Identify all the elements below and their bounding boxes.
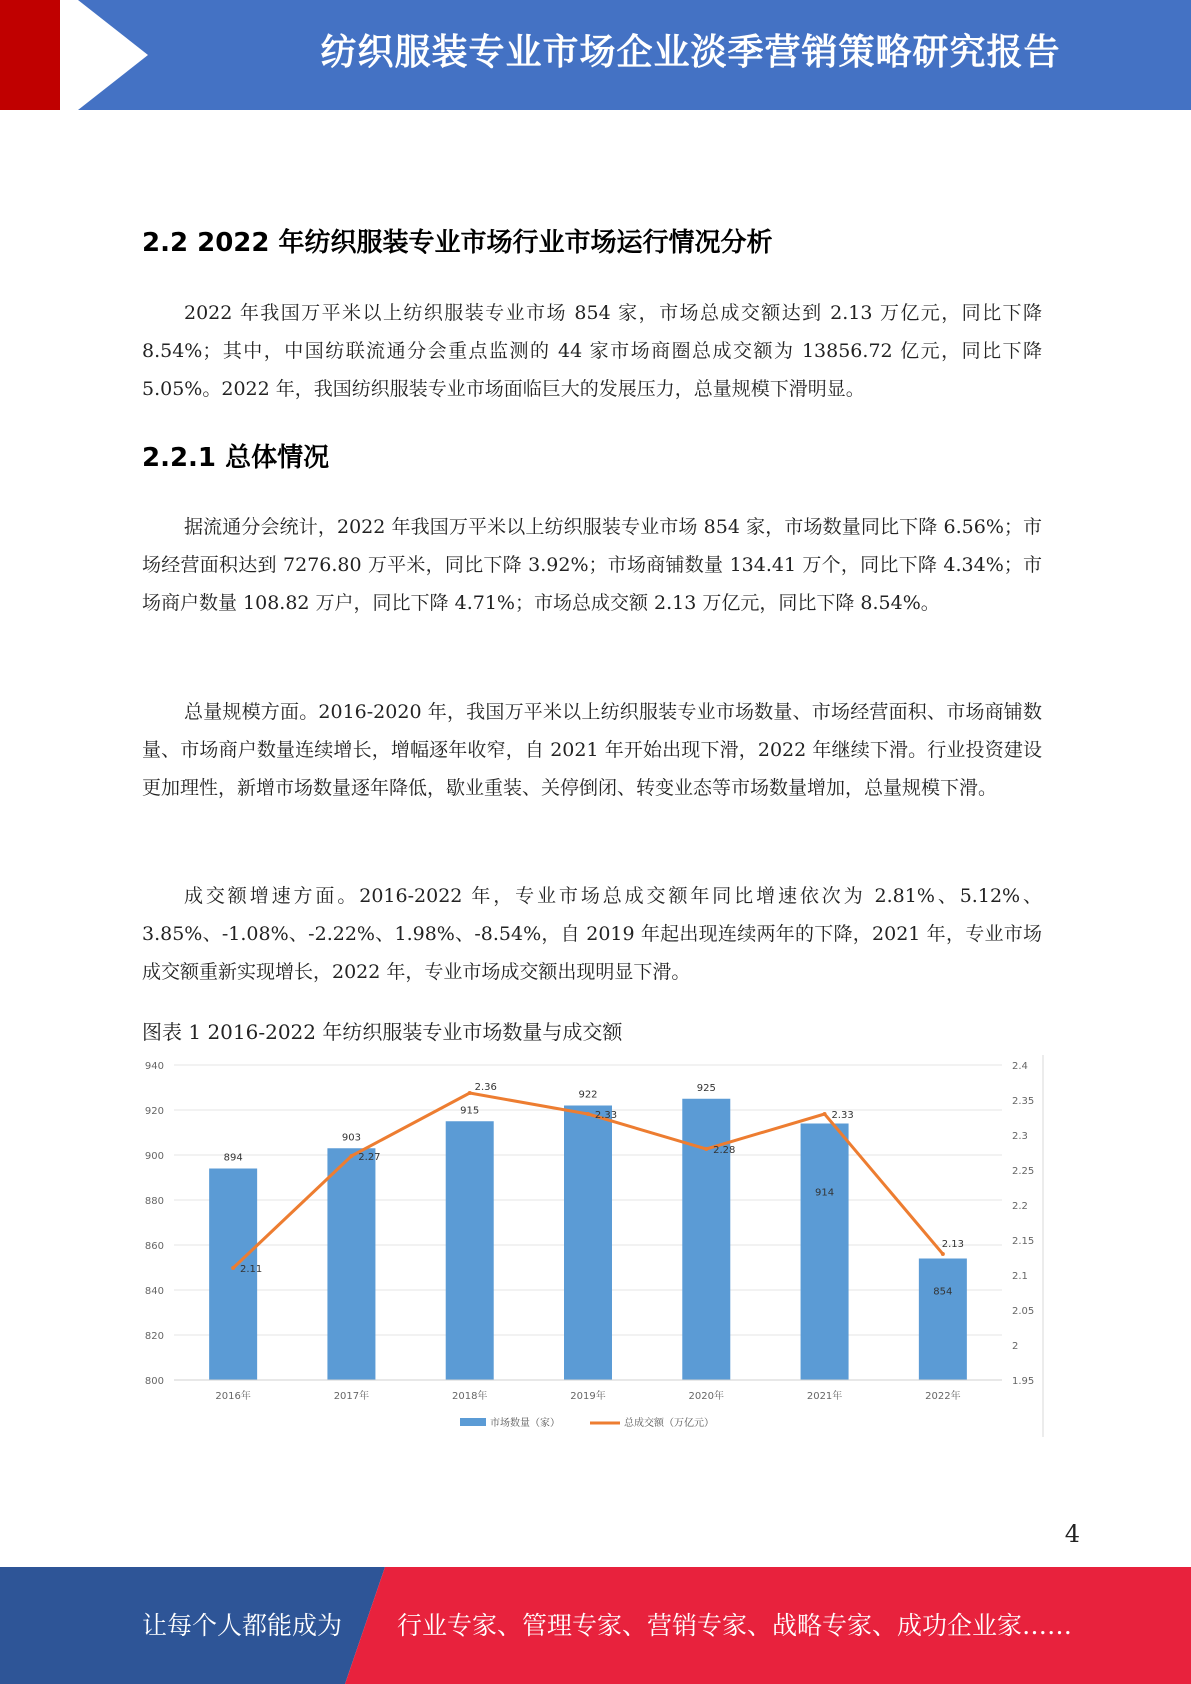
- overview-paragraph-3: 成交额增速方面。2016-2022 年，专业市场总成交额年同比增速依次为 2.81%、5.12%、3.85%、-1.08%、-2.22%、1.98%、-8.54%，自 2019 年起出现连续两年的下降，2021 年，专业市场成交额重新实现增长，2022 年，专业市场成交额出现明显下滑。: [142, 885, 1042, 983]
- overview-paragraph-2: 总量规模方面。2016-2020 年，我国万平米以上纺织服装专业市场数量、市场经营面积、市场商铺数量、市场商户数量连续增长，增幅逐年收窄，自 2021 年开始出现下滑，2022 年继续下滑。行业投资建设更加理性，新增市场数量逐年降低，歇业重装、关停倒闭、转变业态等市场数量增加，总量规模下滑。: [142, 701, 1042, 799]
- bar-value-label: 914: [815, 1187, 835, 1199]
- section-2-2-paragraph: 2022 年我国万平米以上纺织服装专业市场 854 家，市场总成交额达到 2.13 万亿元，同比下降 8.54%；其中，中国纺联流通分会重点监测的 44 家市场商圈总成交额为 13856.72 亿元，同比下降 5.05%。2022 年，我国纺织服装专业市场面临巨大的发展压力，总量规模下滑明显。: [142, 302, 1042, 400]
- y-right-tick-label: 2.15: [1012, 1236, 1035, 1247]
- x-tick-label: 2022年: [925, 1391, 961, 1402]
- bar-market-count: [327, 1148, 375, 1380]
- y-right-tick-label: 2.05: [1012, 1306, 1035, 1317]
- y-left-tick-label: 940: [144, 1061, 164, 1072]
- y-left-tick-label: 900: [144, 1151, 164, 1162]
- line-value-label: 2.28: [713, 1145, 736, 1156]
- x-tick-label: 2018年: [451, 1391, 488, 1402]
- y-left-tick-label: 800: [144, 1376, 164, 1387]
- x-tick-label: 2021年: [806, 1391, 843, 1402]
- overview-paragraph-1: 据流通分会统计，2022 年我国万平米以上纺织服装专业市场 854 家，市场数量同比下降 6.56%；市场经营面积达到 7276.80 万平米，同比下降 3.92%；市场商铺数量 134.41 万个，同比下降 4.34%；市场商户数量 108.82 万户，同比下降 4.71%；市场总成交额 2.13 万亿元，同比下降 8.54%。: [142, 516, 1042, 614]
- line-value-label: 2.33: [594, 1110, 618, 1121]
- line-point-total-revenue: [349, 1154, 353, 1158]
- section-heading-2-2-1: 2.2.1 总体情况: [142, 443, 330, 473]
- bar-value-label: 903: [341, 1132, 361, 1144]
- bar-value-label: 854: [933, 1286, 953, 1298]
- line-point-total-revenue: [704, 1147, 708, 1151]
- footer-band: [0, 1567, 1191, 1684]
- x-tick-label: 2017年: [333, 1391, 370, 1402]
- line-point-total-revenue: [231, 1266, 235, 1270]
- document-title: 纺织服装专业市场企业淡季营销策略研究报告: [320, 32, 1061, 73]
- y-left-tick-label: 880: [144, 1196, 164, 1207]
- figure-caption: 图表 1 2016-2022 年纺织服装专业市场数量与成交额: [142, 1020, 623, 1044]
- line-point-total-revenue: [468, 1091, 472, 1095]
- footer-slogan-right: 行业专家、管理专家、营销专家、战略专家、成功企业家……: [397, 1611, 1073, 1640]
- y-right-tick-label: 2: [1012, 1341, 1019, 1352]
- page-number: 4: [1064, 1520, 1080, 1548]
- y-left-tick-label: 860: [144, 1241, 164, 1252]
- footer-slogan-left: 让每个人都能成为: [142, 1611, 343, 1640]
- legend-swatch-market-count: [460, 1418, 486, 1426]
- bar-market-count: [919, 1259, 967, 1381]
- line-value-label: 2.11: [240, 1264, 263, 1275]
- y-right-tick-label: 1.95: [1012, 1376, 1035, 1387]
- bar-market-count: [682, 1099, 730, 1380]
- bar-value-label: 925: [696, 1082, 716, 1094]
- line-value-label: 2.13: [941, 1239, 964, 1250]
- y-left-tick-label: 920: [144, 1106, 164, 1117]
- bar-market-count: [801, 1124, 849, 1381]
- bar-value-label: 922: [578, 1089, 598, 1101]
- bar-value-label: 894: [223, 1152, 243, 1164]
- line-value-label: 2.27: [358, 1152, 381, 1163]
- y-right-tick-label: 2.3: [1012, 1131, 1028, 1142]
- bar-market-count: [446, 1121, 494, 1380]
- bar-market-count: [564, 1106, 612, 1381]
- header-band: [0, 0, 1191, 110]
- line-value-label: 2.36: [474, 1082, 497, 1093]
- x-tick-label: 2016年: [215, 1391, 251, 1402]
- section-heading-2-2: 2.2 2022 年纺织服装专业市场行业市场运行情况分析: [142, 228, 773, 258]
- line-value-label: 2.33: [831, 1110, 854, 1121]
- y-right-tick-label: 2.35: [1012, 1096, 1035, 1107]
- line-point-total-revenue: [586, 1112, 590, 1116]
- y-right-tick-label: 2.1: [1012, 1271, 1028, 1282]
- y-right-tick-label: 2.25: [1012, 1166, 1035, 1177]
- y-left-tick-label: 840: [144, 1286, 164, 1297]
- y-right-tick-label: 2.2: [1012, 1201, 1028, 1212]
- y-left-tick-label: 820: [144, 1331, 164, 1342]
- line-point-total-revenue: [823, 1112, 827, 1116]
- market-count-revenue-chart: [142, 1055, 1047, 1437]
- bar-value-label: 915: [460, 1105, 480, 1117]
- y-right-tick-label: 2.4: [1012, 1061, 1028, 1072]
- x-tick-label: 2020年: [688, 1391, 725, 1402]
- legend-label-market-count: 市场数量（家）: [490, 1418, 560, 1429]
- x-tick-label: 2019年: [570, 1391, 606, 1402]
- legend-label-total-revenue: 总成交额（万亿元）: [624, 1418, 714, 1429]
- line-point-total-revenue: [941, 1252, 945, 1256]
